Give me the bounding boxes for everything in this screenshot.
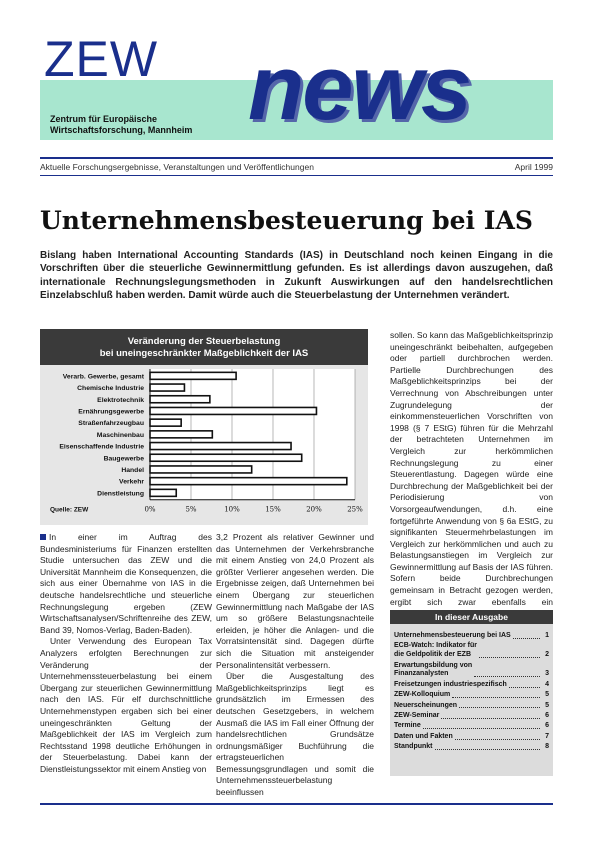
bar-dienstleistung [150, 489, 176, 496]
toc-item-title: Standpunkt [394, 743, 433, 751]
news-logo-text: news [248, 37, 471, 139]
masthead-subline: Aktuelle Forschungsergebnisse, Veranstaltungen und Veröffentlichungen [40, 162, 314, 172]
category-label: Verkehr [119, 478, 144, 486]
bottom-rule [40, 803, 553, 805]
toc-item [394, 712, 549, 721]
article-headline: Unternehmensbesteuerung bei IAS [40, 206, 533, 235]
toc-item-page: 4 [545, 680, 549, 688]
x-tick-label: 15% [265, 505, 281, 514]
toc-leader-dots [423, 728, 540, 729]
category-label: Elektrotechnik [97, 396, 144, 404]
toc-list [394, 632, 549, 754]
toc-item-page: 2 [545, 651, 549, 659]
toc-item-page: 6 [545, 722, 549, 730]
toc-leader-dots [435, 749, 541, 750]
toc-leader-dots [441, 718, 540, 719]
category-label: Verarb. Gewerbe, gesamt [62, 373, 144, 381]
toc-item-page: 7 [545, 732, 549, 740]
category-label: Dienstleistung [97, 490, 144, 498]
category-label: Eisenschaffende Industrie [59, 443, 144, 451]
toc-item [394, 662, 549, 680]
toc-leader-dots [455, 739, 540, 740]
bar-elektrotechnik [150, 396, 210, 403]
toc-leader-dots [452, 697, 540, 698]
article-lead: Bislang haben International Accounting Standards (IAS) in Deutschland noch keinen Eingang in die Vorschriften über die steuerliche Gewinnermittlung gefunden. Es ist allerdings davon auszugehen, daß internationale Rechnungslegungsmethoden in Zukunft Auswirkungen auf den handelsrechtlichen Einzelabschluß haben werden. Damit würde auch die Steuerbelastung der Unternehmen verändert. [40, 250, 553, 301]
x-tick-label: 10% [224, 505, 240, 514]
toc-leader-dots [459, 707, 540, 708]
article-paragraph: sollen. So kann das Maßgeblichkeitsprinzip uneingeschränkt beibehalten, aufgegeben oder partiell durchbrochen werden. Partielle Durchbrechungen des Maßgeblichkeitsprinzips bei der Verrechnung von Abschreibungen unter Zugrundelegung der einkommensteuerlichen Vorschriften von 1998 (§ 7 EStG) führen für die Mehrzahl der betrachteten Unternehmen im Vergleich zur herkömmlichen Rechnungslegung zu einer Steuerentlastung. Dagegen würde eine Durchbrechung der Maßgeblichkeit bei der Periodisierung von Vorsorgeaufwendungen, d.h. eine fortgeführte Anwendung von § 6a EStG, zu signifikanten Steuermehrbelastungen im Vergleich zur herkömmlichen und auch zu Belastungsanstiegen im Vergleich zur Gewinnermittlung auf Basis der IAS führen. Sofern beide Durchbrechungen gemeinsam in Betracht gezogen werden, ergibt sich zwar ebenfalls ein [390, 330, 554, 607]
top-rule [40, 157, 553, 159]
issue-date: April 1999 [514, 162, 553, 172]
chart-title-band [40, 329, 368, 365]
toc-item-page: 8 [545, 743, 549, 751]
toc-item-page: 3 [545, 670, 549, 678]
toc-item [394, 691, 549, 700]
toc-item [394, 632, 549, 641]
bar-straßenfahrzeugbau [150, 419, 181, 426]
category-label: Ernährungsgewerbe [78, 408, 144, 416]
x-tick-label: 0% [144, 505, 156, 514]
article-paragraph: Unter Verwendung des European Tax Analyzers erfolgten Berechnungen zur Veränderung der Unternehmenssteuerbelastung bei einem Übergang zur steuerlichen Gewinnermittlung nach den IAS. Für elf durchschnittliche Unternehmenstypen ergaben sich bei einer uneingeschränkten Geltung der Maßgeblichkeit der IAS im Vergleich zum Rechtsstand 1998 deutliche Erhöhungen in der Steuerbelastung. Dabei kann der Dienstleistungssektor mit einem Anstieg von [40, 636, 212, 774]
toc-item-page: 6 [545, 711, 549, 719]
x-tick-label: 25% [347, 505, 363, 514]
toc-item [394, 743, 549, 752]
bar-verarb-gewerbe-gesamt [150, 372, 236, 379]
toc-title: In dieser Ausgabe [390, 610, 553, 624]
bar-verkehr [150, 478, 347, 485]
bar-baugewerbe [150, 454, 302, 461]
bullet-square-icon [40, 534, 46, 540]
toc-leader-dots [474, 676, 540, 677]
toc-leader-dots [509, 687, 540, 688]
category-label: Chemische Industrie [77, 385, 144, 393]
category-label: Straßenfahrzeugbau [78, 420, 144, 428]
article-paragraph: Über die Ausgestaltung des Maßgeblichkeitsprinzips liegt es grundsätzlich im Ermessen des deutschen Gesetzgebers, in welchem Ausmaß die IAS im Fall einer Öffnung der handelsrechtlichen Grundsätze ordnungsmäßiger Buchführung die ertragsteuerlichen Bemessungsgrundlagen und somit die Unternehmenssteuerbelastung beeinflussen [216, 671, 374, 798]
toc-leader-dots [513, 638, 540, 639]
bar-chemische-industrie [150, 384, 184, 391]
article-column-3 [390, 330, 553, 620]
org-name-line2: Wirtschaftsforschung, Mannheim [50, 125, 193, 135]
toc-item-title: ZEW-Seminar [394, 711, 440, 719]
chart-title-line2: bei uneingeschränkter Maßgeblichkeit der IAS [99, 348, 309, 359]
chart-source: Quelle: ZEW [50, 506, 89, 514]
category-label: Maschinenbau [96, 431, 144, 439]
toc-item [394, 642, 549, 660]
bar-handel [150, 466, 252, 473]
toc-item-title: Neuerscheinungen [394, 701, 458, 709]
toc-item [394, 702, 549, 711]
bar-ernährungsgewerbe [150, 407, 316, 414]
bar-maschinenbau [150, 431, 212, 438]
toc-item-page: 5 [545, 691, 549, 699]
sub-rule [40, 175, 553, 176]
zew-logo-text: ZEW [44, 31, 159, 87]
toc-item-title: Freisetzungen industriespezifisch [394, 680, 507, 688]
article-column-1 [40, 532, 212, 775]
x-tick-label: 20% [306, 505, 322, 514]
bar-chart [40, 365, 368, 525]
toc-item [394, 733, 549, 742]
toc-item-title: Termine [394, 722, 421, 730]
toc-leader-dots [479, 657, 540, 658]
x-tick-label: 5% [185, 505, 197, 514]
toc-item-page: 1 [545, 632, 549, 639]
toc-item-page: 5 [545, 701, 549, 709]
toc-item-title: ZEW-Kolloquium [394, 691, 451, 699]
toc-item-title: Daten und Fakten [394, 732, 453, 740]
chart-title-line1: Veränderung der Steuerbelastung [127, 336, 281, 347]
article-paragraph: 3,2 Prozent als relativer Gewinner und das Unternehmen der Verkehrsbranche mit einem Anstieg von 24,0 Prozent als größter Verlierer angesehen werden. Die Ergebnisse zeigen, daß Unternehmen bei einem Übergang zur steuerlichen Gewinnermittlung nach Maßgabe der IAS um so größere Belastungsnachteile erleiden, je höher die Anlagen- und die Vorratsintensität sind. Dagegen dürfte sich die Situation mit ansteigender Personalintensität verbessern. [216, 532, 374, 670]
toc-item [394, 681, 549, 690]
article-paragraph: In einer im Auftrag des Bundesministeriums für Finanzen erstellten Studie untersuchen das ZEW und die Universität Mannheim die Konsequenzen, die sich aus einer Übernahme von IAS in die deutsche handelsrechtliche und steuerliche Rechnungslegung ergeben (ZEW Wirtschaftsanalysen/Schriftenreihe des ZEW, Band 39, Nomos-Verlag, Baden-Baden). [40, 532, 212, 635]
toc-item-title: Erwartungsbildung von Finanzanalysten [394, 661, 473, 678]
org-name-line1: Zentrum für Europäische [50, 114, 158, 124]
category-label: Handel [121, 466, 144, 474]
category-label: Baugewerbe [103, 455, 144, 463]
toc-item-title: ECB-Watch: Indikator für die Geldpolitik der EZB [394, 642, 477, 659]
article-column-2 [216, 532, 374, 799]
bar-eisenschaffende-industrie [150, 443, 291, 450]
toc-item [394, 722, 549, 731]
toc-item-title: Unternehmensbesteuerung bei IAS [394, 632, 511, 639]
